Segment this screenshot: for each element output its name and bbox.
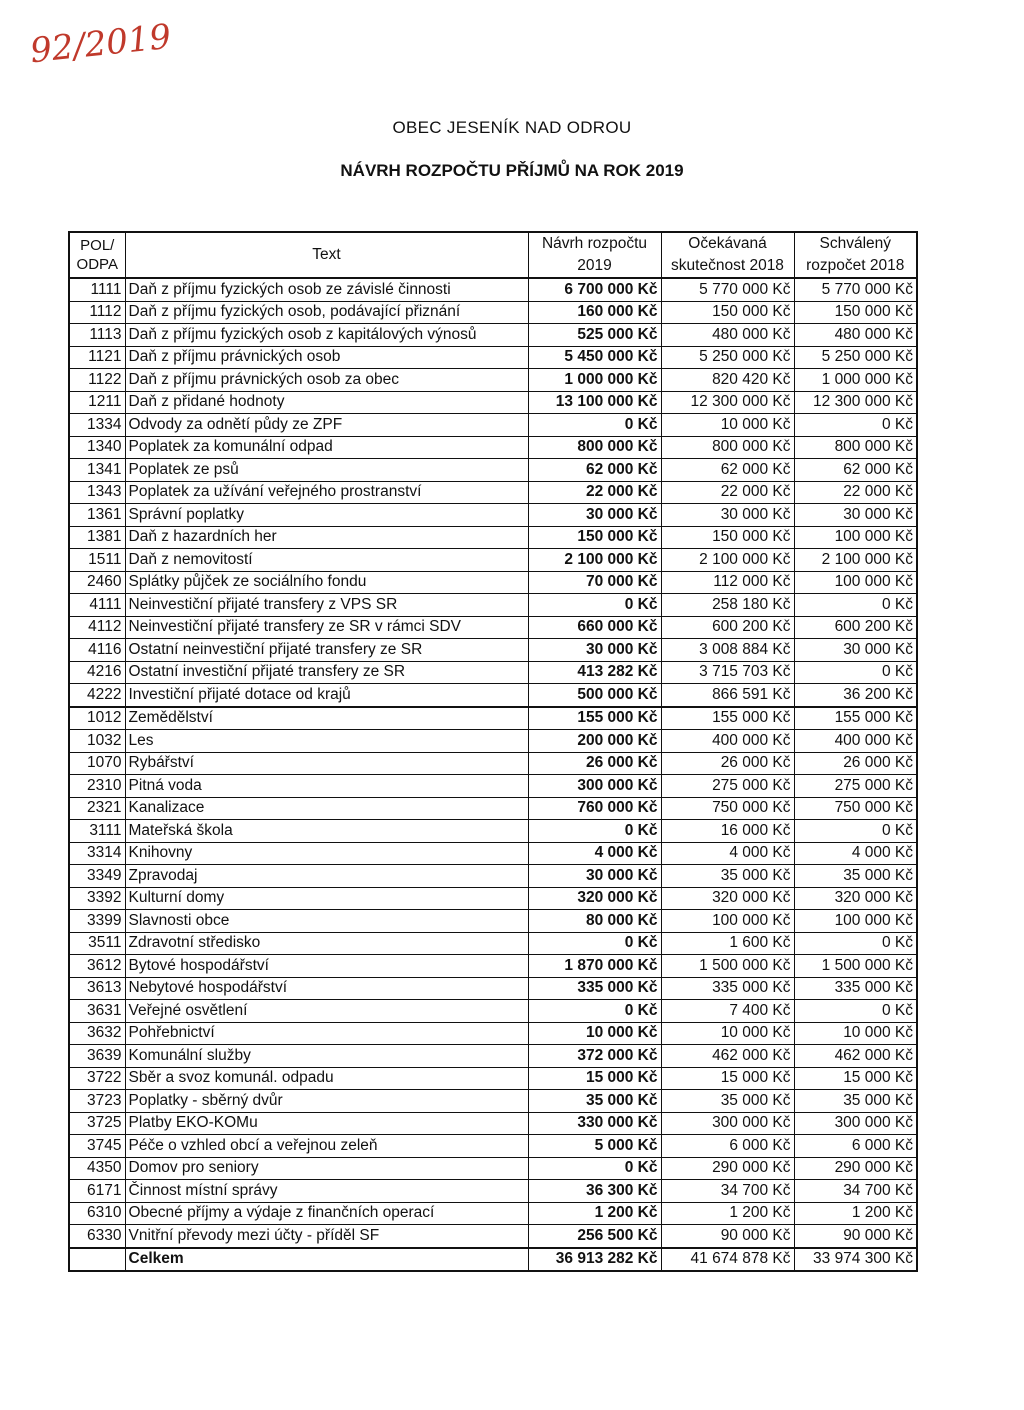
total-ocekavana: 41 674 878 Kč [661,1248,794,1272]
table-row [69,1090,917,1113]
table-row [69,1067,917,1090]
table-row [69,324,917,347]
table-row [69,414,917,437]
row-code: 6310 [69,1202,125,1225]
row-ocekavana: 3 715 703 Kč [661,661,794,684]
row-text: Ostatní neinvestiční přijaté transfery ze SR [125,639,528,662]
row-ocekavana: 16 000 Kč [661,820,794,843]
row-ocekavana: 866 591 Kč [661,684,794,707]
row-schvaleny: 480 000 Kč [794,324,917,347]
row-text: Daň z příjmu právnických osob za obec [125,369,528,392]
row-text: Daň z hazardních her [125,526,528,549]
row-schvaleny: 1 200 Kč [794,1202,917,1225]
row-text: Mateřská škola [125,820,528,843]
row-ocekavana: 35 000 Kč [661,1090,794,1113]
row-ocekavana: 35 000 Kč [661,865,794,888]
row-ocekavana: 600 200 Kč [661,616,794,639]
row-navrh: 26 000 Kč [528,752,661,775]
row-code: 1334 [69,414,125,437]
table-row [69,775,917,798]
row-text: Zemědělství [125,707,528,730]
row-code: 4111 [69,594,125,617]
row-navrh: 13 100 000 Kč [528,391,661,414]
row-ocekavana: 12 300 000 Kč [661,391,794,414]
table-row [69,707,917,730]
column-header-code-line1: POL/ [80,237,115,254]
table-row [69,369,917,392]
row-schvaleny: 62 000 Kč [794,459,917,482]
row-navrh: 660 000 Kč [528,616,661,639]
row-schvaleny: 15 000 Kč [794,1067,917,1090]
table-row [69,887,917,910]
table-row [69,910,917,933]
row-text: Ostatní investiční přijaté transfery ze SR [125,661,528,684]
row-text: Komunální služby [125,1045,528,1068]
municipality-name: OBEC JESENÍK NAD ODROU [392,118,632,137]
row-code: 1032 [69,730,125,753]
row-navrh: 70 000 Kč [528,571,661,594]
row-ocekavana: 2 100 000 Kč [661,549,794,572]
row-navrh: 525 000 Kč [528,324,661,347]
row-text: Neinvestiční přijaté transfery ze SR v rámci SDV [125,616,528,639]
row-code: 4216 [69,661,125,684]
row-schvaleny: 12 300 000 Kč [794,391,917,414]
row-schvaleny: 800 000 Kč [794,436,917,459]
row-text: Domov pro seniory [125,1157,528,1180]
row-text: Daň z nemovitostí [125,549,528,572]
row-ocekavana: 1 200 Kč [661,1202,794,1225]
row-schvaleny: 90 000 Kč [794,1225,917,1248]
row-schvaleny: 34 700 Kč [794,1180,917,1203]
row-navrh: 320 000 Kč [528,887,661,910]
row-schvaleny: 1 000 000 Kč [794,369,917,392]
row-navrh: 80 000 Kč [528,910,661,933]
row-ocekavana: 1 600 Kč [661,932,794,955]
row-schvaleny: 0 Kč [794,661,917,684]
row-schvaleny: 2 100 000 Kč [794,549,917,572]
row-code: 6171 [69,1180,125,1203]
row-navrh: 30 000 Kč [528,639,661,662]
row-navrh: 1 200 Kč [528,1202,661,1225]
row-text: Poplatek za komunální odpad [125,436,528,459]
table-row [69,436,917,459]
row-ocekavana: 15 000 Kč [661,1067,794,1090]
table-row [69,391,917,414]
row-code: 1112 [69,301,125,324]
row-navrh: 500 000 Kč [528,684,661,707]
row-text: Investiční přijaté dotace od krajů [125,684,528,707]
row-schvaleny: 26 000 Kč [794,752,917,775]
table-row [69,684,917,707]
row-schvaleny: 30 000 Kč [794,639,917,662]
row-code: 6330 [69,1225,125,1248]
row-text: Pitná voda [125,775,528,798]
row-code: 4116 [69,639,125,662]
table-row [69,955,917,978]
row-schvaleny: 320 000 Kč [794,887,917,910]
row-ocekavana: 34 700 Kč [661,1180,794,1203]
column-header-ocekavana-line1: Očekávaná [688,235,767,252]
table-row [69,301,917,324]
row-code: 3639 [69,1045,125,1068]
row-text: Bytové hospodářství [125,955,528,978]
row-ocekavana: 275 000 Kč [661,775,794,798]
table-row [69,1180,917,1203]
row-navrh: 0 Kč [528,594,661,617]
row-text: Knihovny [125,842,528,865]
row-ocekavana: 4 000 Kč [661,842,794,865]
row-code: 1111 [69,278,125,301]
total-schvaleny: 33 974 300 Kč [794,1248,917,1272]
row-code: 3613 [69,977,125,1000]
handwritten-annotation: 92/2019 [28,16,173,72]
row-schvaleny: 150 000 Kč [794,301,917,324]
table-row [69,346,917,369]
row-schvaleny: 4 000 Kč [794,842,917,865]
row-code: 3612 [69,955,125,978]
row-ocekavana: 150 000 Kč [661,526,794,549]
row-text: Platby EKO-KOMu [125,1112,528,1135]
row-code: 3392 [69,887,125,910]
row-navrh: 6 700 000 Kč [528,278,661,301]
table-row [69,932,917,955]
table-row [69,1225,917,1248]
row-ocekavana: 90 000 Kč [661,1225,794,1248]
table-row [69,1000,917,1023]
page-title: NÁVRH ROZPOČTU PŘÍJMŮ NA ROK 2019 [340,161,684,180]
row-schvaleny: 300 000 Kč [794,1112,917,1135]
row-navrh: 800 000 Kč [528,436,661,459]
row-navrh: 35 000 Kč [528,1090,661,1113]
row-schvaleny: 10 000 Kč [794,1022,917,1045]
row-navrh: 330 000 Kč [528,1112,661,1135]
row-code: 2321 [69,797,125,820]
row-navrh: 22 000 Kč [528,481,661,504]
row-ocekavana: 112 000 Kč [661,571,794,594]
row-schvaleny: 1 500 000 Kč [794,955,917,978]
budget-table [68,231,918,1272]
row-text: Kanalizace [125,797,528,820]
row-code: 3722 [69,1067,125,1090]
row-code: 4222 [69,684,125,707]
row-ocekavana: 10 000 Kč [661,1022,794,1045]
row-schvaleny: 275 000 Kč [794,775,917,798]
row-schvaleny: 6 000 Kč [794,1135,917,1158]
table-row [69,865,917,888]
row-schvaleny: 5 770 000 Kč [794,278,917,301]
row-ocekavana: 820 420 Kč [661,369,794,392]
row-text: Poplatky - sběrný dvůr [125,1090,528,1113]
row-schvaleny: 600 200 Kč [794,616,917,639]
row-code: 1511 [69,549,125,572]
row-text: Péče o vzhled obcí a veřejnou zeleň [125,1135,528,1158]
row-ocekavana: 400 000 Kč [661,730,794,753]
row-ocekavana: 800 000 Kč [661,436,794,459]
row-text: Daň z přidané hodnoty [125,391,528,414]
row-navrh: 30 000 Kč [528,865,661,888]
row-ocekavana: 150 000 Kč [661,301,794,324]
column-header-text: Text [125,232,528,278]
row-text: Poplatek za užívání veřejného prostranství [125,481,528,504]
table-row [69,1112,917,1135]
row-text: Činnost místní správy [125,1180,528,1203]
row-schvaleny: 0 Kč [794,820,917,843]
row-text: Obecné příjmy a výdaje z finančních operací [125,1202,528,1225]
table-body [69,278,917,1248]
row-text: Daň z příjmu fyzických osob ze závislé činnosti [125,278,528,301]
row-code: 1113 [69,324,125,347]
row-schvaleny: 5 250 000 Kč [794,346,917,369]
row-schvaleny: 0 Kč [794,414,917,437]
row-text: Zpravodaj [125,865,528,888]
row-ocekavana: 300 000 Kč [661,1112,794,1135]
row-text: Nebytové hospodářství [125,977,528,1000]
row-schvaleny: 0 Kč [794,594,917,617]
total-row [69,1248,917,1272]
row-navrh: 413 282 Kč [528,661,661,684]
table-row [69,1135,917,1158]
row-code: 1121 [69,346,125,369]
row-ocekavana: 290 000 Kč [661,1157,794,1180]
row-text: Les [125,730,528,753]
row-navrh: 4 000 Kč [528,842,661,865]
total-code-cell [69,1248,125,1272]
table-row [69,278,917,301]
column-header-code-line2: ODPA [76,256,118,273]
table-row [69,1045,917,1068]
row-code: 1211 [69,391,125,414]
table-row [69,549,917,572]
row-code: 3399 [69,910,125,933]
row-text: Zdravotní středisko [125,932,528,955]
table-row [69,977,917,1000]
row-text: Správní poplatky [125,504,528,527]
row-navrh: 0 Kč [528,1157,661,1180]
row-text: Sběr a svoz komunál. odpadu [125,1067,528,1090]
row-navrh: 0 Kč [528,414,661,437]
row-navrh: 760 000 Kč [528,797,661,820]
row-text: Splátky půjček ze sociálního fondu [125,571,528,594]
row-navrh: 300 000 Kč [528,775,661,798]
row-code: 4350 [69,1157,125,1180]
row-ocekavana: 7 400 Kč [661,1000,794,1023]
row-schvaleny: 36 200 Kč [794,684,917,707]
row-schvaleny: 100 000 Kč [794,910,917,933]
column-header-navrh-line2: 2019 [577,257,612,274]
row-navrh: 1 870 000 Kč [528,955,661,978]
column-header-schvaleny [794,232,917,278]
table-row [69,1022,917,1045]
row-ocekavana: 155 000 Kč [661,707,794,730]
row-schvaleny: 0 Kč [794,932,917,955]
row-code: 1012 [69,707,125,730]
row-ocekavana: 750 000 Kč [661,797,794,820]
row-code: 2310 [69,775,125,798]
table-row [69,526,917,549]
table-header-row [69,232,917,278]
row-navrh: 160 000 Kč [528,301,661,324]
row-navrh: 372 000 Kč [528,1045,661,1068]
row-navrh: 10 000 Kč [528,1022,661,1045]
row-ocekavana: 5 250 000 Kč [661,346,794,369]
row-text: Neinvestiční přijaté transfery z VPS SR [125,594,528,617]
table-row [69,571,917,594]
row-code: 4112 [69,616,125,639]
row-text: Daň z příjmu fyzických osob z kapitálových výnosů [125,324,528,347]
table-row [69,459,917,482]
row-navrh: 15 000 Kč [528,1067,661,1090]
table-row [69,481,917,504]
row-ocekavana: 462 000 Kč [661,1045,794,1068]
row-code: 3111 [69,820,125,843]
column-header-ocekavana-line2: skutečnost 2018 [671,257,784,274]
row-schvaleny: 30 000 Kč [794,504,917,527]
row-navrh: 2 100 000 Kč [528,549,661,572]
row-code: 1381 [69,526,125,549]
column-header-navrh [528,232,661,278]
row-code: 3723 [69,1090,125,1113]
row-navrh: 200 000 Kč [528,730,661,753]
row-code: 1361 [69,504,125,527]
row-code: 3349 [69,865,125,888]
table-row [69,594,917,617]
row-ocekavana: 320 000 Kč [661,887,794,910]
table-row [69,1202,917,1225]
total-navrh: 36 913 282 Kč [528,1248,661,1272]
row-navrh: 256 500 Kč [528,1225,661,1248]
row-schvaleny: 100 000 Kč [794,526,917,549]
row-navrh: 0 Kč [528,1000,661,1023]
table-row [69,797,917,820]
row-code: 3632 [69,1022,125,1045]
row-ocekavana: 62 000 Kč [661,459,794,482]
row-navrh: 335 000 Kč [528,977,661,1000]
row-navrh: 155 000 Kč [528,707,661,730]
row-text: Poplatek ze psů [125,459,528,482]
row-navrh: 30 000 Kč [528,504,661,527]
row-schvaleny: 22 000 Kč [794,481,917,504]
table-row [69,842,917,865]
row-schvaleny: 462 000 Kč [794,1045,917,1068]
row-ocekavana: 5 770 000 Kč [661,278,794,301]
table-row [69,1157,917,1180]
row-schvaleny: 35 000 Kč [794,1090,917,1113]
row-navrh: 0 Kč [528,820,661,843]
row-schvaleny: 750 000 Kč [794,797,917,820]
table-row [69,820,917,843]
row-code: 3511 [69,932,125,955]
row-ocekavana: 30 000 Kč [661,504,794,527]
row-text: Kulturní domy [125,887,528,910]
row-navrh: 0 Kč [528,932,661,955]
table-row [69,661,917,684]
row-navrh: 36 300 Kč [528,1180,661,1203]
row-text: Veřejné osvětlení [125,1000,528,1023]
row-ocekavana: 480 000 Kč [661,324,794,347]
row-text: Odvody za odnětí půdy ze ZPF [125,414,528,437]
row-ocekavana: 6 000 Kč [661,1135,794,1158]
total-label: Celkem [125,1248,528,1272]
row-navrh: 1 000 000 Kč [528,369,661,392]
row-ocekavana: 258 180 Kč [661,594,794,617]
row-ocekavana: 3 008 884 Kč [661,639,794,662]
row-ocekavana: 10 000 Kč [661,414,794,437]
row-navrh: 150 000 Kč [528,526,661,549]
row-schvaleny: 400 000 Kč [794,730,917,753]
row-ocekavana: 26 000 Kč [661,752,794,775]
row-text: Pohřebnictví [125,1022,528,1045]
row-text: Slavnosti obce [125,910,528,933]
column-header-ocekavana [661,232,794,278]
row-code: 3314 [69,842,125,865]
row-code: 1340 [69,436,125,459]
row-code: 2460 [69,571,125,594]
row-ocekavana: 100 000 Kč [661,910,794,933]
row-text: Daň z příjmu právnických osob [125,346,528,369]
row-ocekavana: 335 000 Kč [661,977,794,1000]
row-code: 1341 [69,459,125,482]
row-code: 1122 [69,369,125,392]
row-navrh: 62 000 Kč [528,459,661,482]
table-row [69,639,917,662]
table-row [69,616,917,639]
row-navrh: 5 450 000 Kč [528,346,661,369]
table-row [69,730,917,753]
row-code: 1343 [69,481,125,504]
column-header-schvaleny-line2: rozpočet 2018 [806,257,905,274]
row-code: 1070 [69,752,125,775]
row-schvaleny: 100 000 Kč [794,571,917,594]
row-schvaleny: 155 000 Kč [794,707,917,730]
row-text: Rybářství [125,752,528,775]
row-text: Daň z příjmu fyzických osob, podávající přiznání [125,301,528,324]
table-row [69,504,917,527]
row-navrh: 5 000 Kč [528,1135,661,1158]
column-header-schvaleny-line1: Schválený [819,235,891,252]
row-text: Vnitřní převody mezi účty - příděl SF [125,1225,528,1248]
row-ocekavana: 1 500 000 Kč [661,955,794,978]
row-schvaleny: 0 Kč [794,1000,917,1023]
column-header-code [69,232,125,278]
table-row [69,752,917,775]
row-ocekavana: 22 000 Kč [661,481,794,504]
row-schvaleny: 335 000 Kč [794,977,917,1000]
row-schvaleny: 290 000 Kč [794,1157,917,1180]
column-header-navrh-line1: Návrh rozpočtu [541,235,648,252]
row-code: 3631 [69,1000,125,1023]
row-schvaleny: 35 000 Kč [794,865,917,888]
row-code: 3725 [69,1112,125,1135]
row-code: 3745 [69,1135,125,1158]
